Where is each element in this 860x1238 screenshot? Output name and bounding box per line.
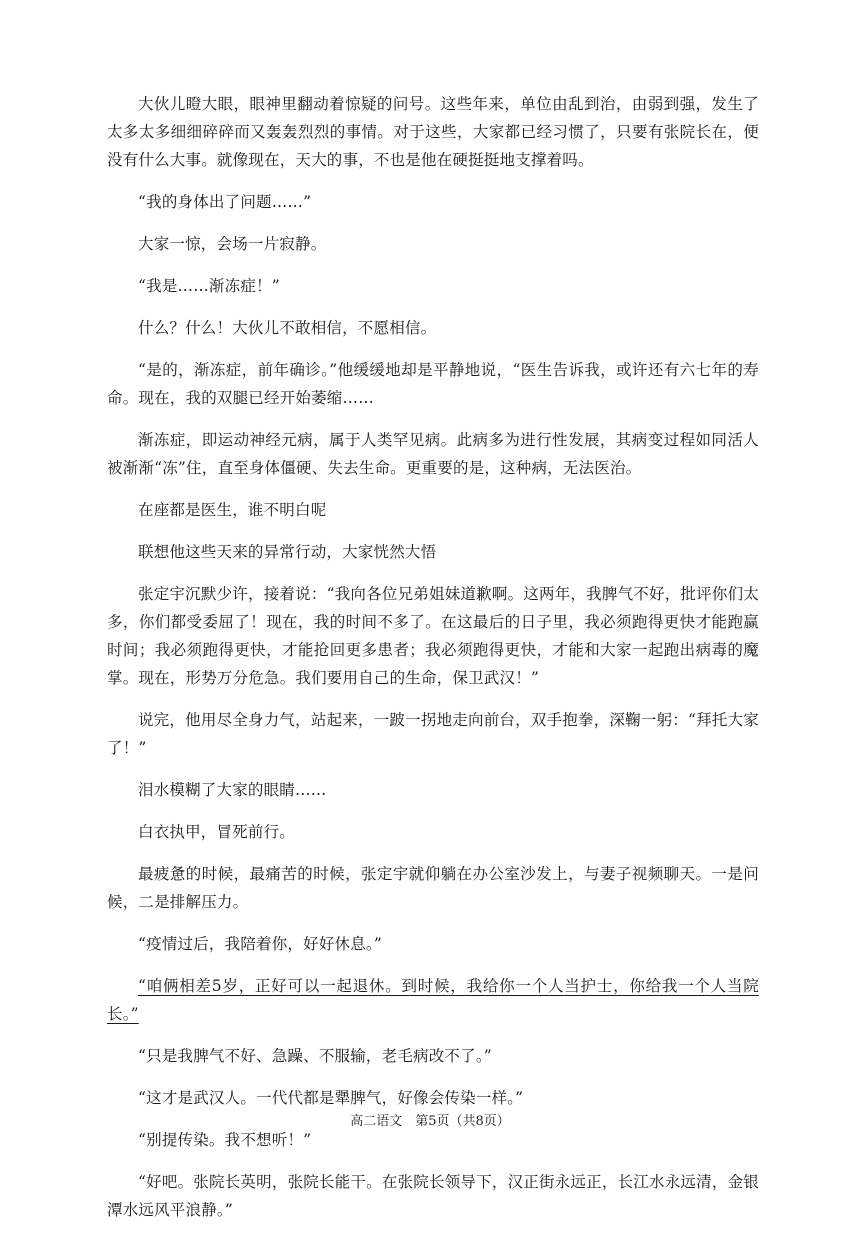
paragraph-text: 什么？什么！大伙儿不敢相信，不愿相信。	[138, 319, 437, 337]
paragraph	[107, 580, 759, 692]
paragraph-text: 最疲惫的时候，最痛苦的时候，张定宇就仰躺在办公室沙发上，与妻子视频聊天。一是问候，二是排解压力。	[107, 865, 759, 911]
paragraph-text: “是的，渐冻症，前年确诊。”他缓缓地却是平静地说，“医生告诉我，或许还有六七年的寿命。现在，我的双腿已经开始萎缩……	[107, 361, 759, 407]
paragraph	[107, 930, 759, 958]
paragraph	[107, 314, 759, 342]
paragraph	[107, 538, 759, 566]
paragraph-text: “只是我脾气不好、急躁、不服输，老毛病改不了。”	[138, 1047, 492, 1065]
paragraph	[107, 860, 759, 916]
paragraph-text: “疫情过后，我陪着你，好好休息。”	[138, 935, 382, 953]
paragraph	[107, 706, 759, 762]
paragraph	[107, 496, 759, 524]
paragraph	[107, 356, 759, 412]
article-body	[107, 90, 759, 1238]
page-footer: 高二语文 第5页（共8页）	[350, 1114, 510, 1129]
paragraph-text: “我是……渐冻症！”	[138, 277, 280, 295]
paragraph-text: 说完，他用尽全身力气，站起来，一跛一拐地走向前台，双手抱拳，深鞠一躬：“拜托大家了！”	[107, 711, 759, 757]
paragraph-text: “别提传染。我不想听！”	[138, 1131, 312, 1149]
paragraph-text: 联想他这些天来的异常行动，大家恍然大悟	[138, 543, 437, 561]
paragraph-text: “我的身体出了问题……”	[138, 193, 312, 211]
paragraph-text: 大家一惊，会场一片寂静。	[138, 235, 327, 253]
paragraph-text: “这才是武汉人。一代代都是犟脾气，好像会传染一样。”	[138, 1089, 524, 1107]
paragraph	[107, 90, 759, 174]
paragraph	[107, 1042, 759, 1070]
paragraph-text: “好吧。张院长英明，张院长能干。在张院长领导下，汉正街永远正，长江水永远清，金银潭水远风平浪静。”	[107, 1173, 759, 1219]
paragraph-text: “咱俩相差5岁，正好可以一起退休。到时候，我给你一个人当护士，你给我一个人当院长。”	[107, 977, 759, 1023]
paragraph-text: 在座都是医生，谁不明白呢	[138, 501, 327, 519]
paragraph-text: 白衣执甲，冒死前行。	[138, 823, 296, 841]
paragraph-text: 大伙儿瞪大眼，眼神里翻动着惊疑的问号。这些年来，单位由乱到治，由弱到强，发生了太多太多细细碎碎而又轰轰烈烈的事情。对于这些，大家都已经习惯了，只要有张院长在，便没有什么大事。就像现在，天大的事，不也是他在硬挺挺地支撑着吗。	[107, 95, 759, 169]
paragraph	[107, 1084, 759, 1112]
paragraph	[107, 426, 759, 482]
paragraph	[107, 272, 759, 300]
paragraph	[107, 230, 759, 258]
paragraph-text: 张定宇沉默少许，接着说：“我向各位兄弟姐妹道歉啊。这两年，我脾气不好，批评你们太多，你们都受委屈了！现在，我的时间不多了。在这最后的日子里，我必须跑得更快才能跑赢时间；我必须跑得更快，才能抢回更多患者；我必须跑得更快，才能和大家一起跑出病毒的魔掌。现在，形势万分危急。我们要用自己的生命，保卫武汉！”	[107, 585, 759, 687]
paragraph-text: 渐冻症，即运动神经元病，属于人类罕见病。此病多为进行性发展，其病变过程如同活人被渐渐“冻”住，直至身体僵硬、失去生命。更重要的是，这种病，无法医治。	[107, 431, 759, 477]
paragraph	[107, 776, 759, 804]
paragraph	[107, 188, 759, 216]
paragraph-text: 泪水模糊了大家的眼睛……	[138, 781, 327, 799]
paragraph	[107, 818, 759, 846]
underlined-paragraph	[107, 972, 759, 1028]
